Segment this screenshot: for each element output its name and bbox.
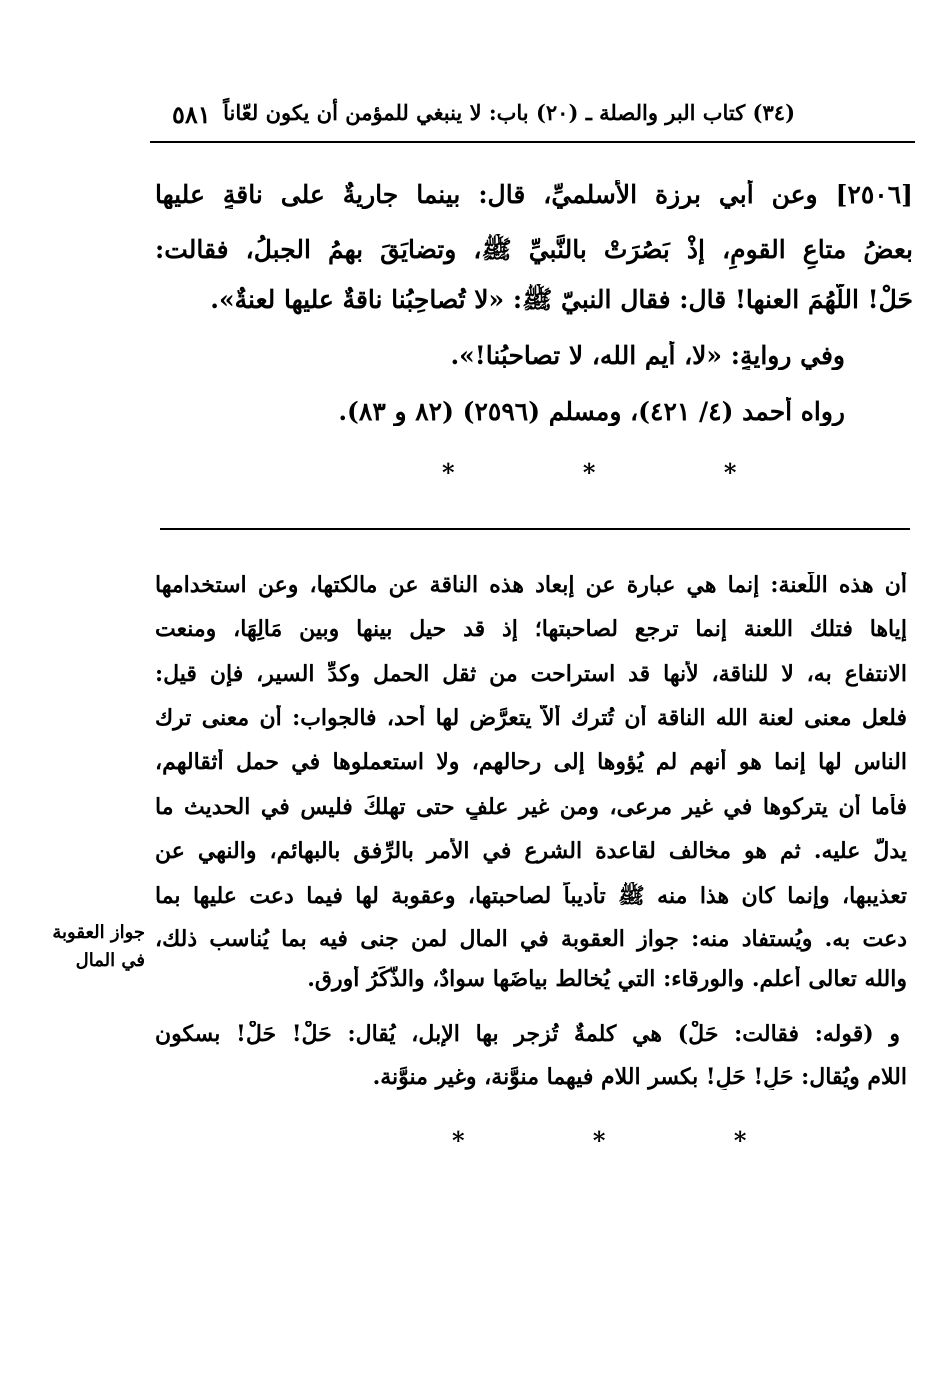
- commentary-line: الانتفاع به، لا للناقة، لأنها قد استراحت من ثقل الحمل وكدِّ السير، فإن قيل:: [155, 661, 907, 687]
- commentary-line: و (قوله: فقالت: حَلْ) هي كلمةٌ تُزجر بها الإبل، يُقال: حَلْ! حَلْ! بسكون: [155, 1021, 900, 1047]
- running-header: (٣٤) كتاب البر والصلة ـ (٢٠) باب: لا ينبغي للمؤمن أن يكون لعّاناً: [223, 100, 795, 125]
- commentary-line: دعت به. ويُستفاد منه: جواز العقوبة في المال لمن جنى فيه بما يُناسب ذلك،: [155, 926, 907, 952]
- commentary-line: فأما أن يتركوها في غير مرعى، ومن غير علفٍ حتى تهلكَ فليس في الحديث ما: [155, 794, 907, 820]
- margin-note: جواز العقوبة: [52, 922, 145, 943]
- section-separator: * * *: [452, 1126, 807, 1155]
- commentary-line: إياها فتلك اللعنة إنما ترجع لصاحبتها؛ إذ قد حيل بينها وبين مَالِهَا، ومنعت: [155, 616, 907, 642]
- commentary-line: فلعل معنى لعنة الله الناقة أن تُترك ألاَّ يتعرَّض لها أحد، فالجواب: أن معنى ترك: [155, 705, 907, 731]
- commentary-line: والله تعالى أعلم. والورقاء: التي يُخالط بياضَها سوادٌ، والذَّكَرُ أورق.: [307, 966, 907, 992]
- commentary-line: الناس لها إنما هو أنهم لم يُؤوها إلى رحالهم، ولا استعملوها في حمل أثقالهم،: [155, 749, 907, 775]
- page-number: ٥٨١: [172, 100, 211, 129]
- commentary-line: أن هذه اللَّعنة: إنما هي عبارة عن إبعاد هذه الناقة عن مالكتها، وعن استخدامها: [155, 572, 907, 598]
- hadith-variant-line: وفي روايةٍ: «لا، أَيم الله، لا تصاحبُنا!».: [450, 341, 845, 370]
- hadith-line: حَلْ! اللَّهُمَ العنها! قال: فقال النبيّ ﷺ: «لا تُصاحِبُنا ناقةٌ عليها لعنةٌ».: [210, 285, 913, 314]
- hadith-line: بعضُ متاعِ القومِ، إذْ بَصُرَتْ بالنَّبيِّ ﷺ، وتضايَقَ بهمُ الجبلُ، فقالت:: [155, 235, 913, 264]
- commentary-line: اللام ويُقال: حَلٍ! حَلٍ! بكسر اللام فيهما منوَّنة، وغير منوَّنة.: [372, 1064, 907, 1090]
- section-separator: * * *: [442, 458, 797, 487]
- commentary-line: يدلُّ عليه. ثم هو مخالف لقاعدة الشرع في الأمر بالرِّفق بالبهائم، والنهي عن: [155, 838, 907, 864]
- hadith-line: [٢٥٠٦] وعن أبي برزة الأسلميِّ، قال: بينما جاريةٌ على ناقةٍ عليها: [155, 180, 913, 209]
- margin-note: في المال: [75, 950, 145, 971]
- hadith-source-line: رواه أحمد (٤/ ٤٢١)، ومسلم (٢٥٩٦) (٨٢ و ٨٣).: [338, 397, 845, 426]
- commentary-line: تعذيبها، وإنما كان هذا منه ﷺ تأديباً لصاحبتها، وعقوبة لها فيما دعت عليها بما: [155, 883, 907, 909]
- commentary-divider: [160, 528, 910, 530]
- header-rule: [150, 141, 915, 143]
